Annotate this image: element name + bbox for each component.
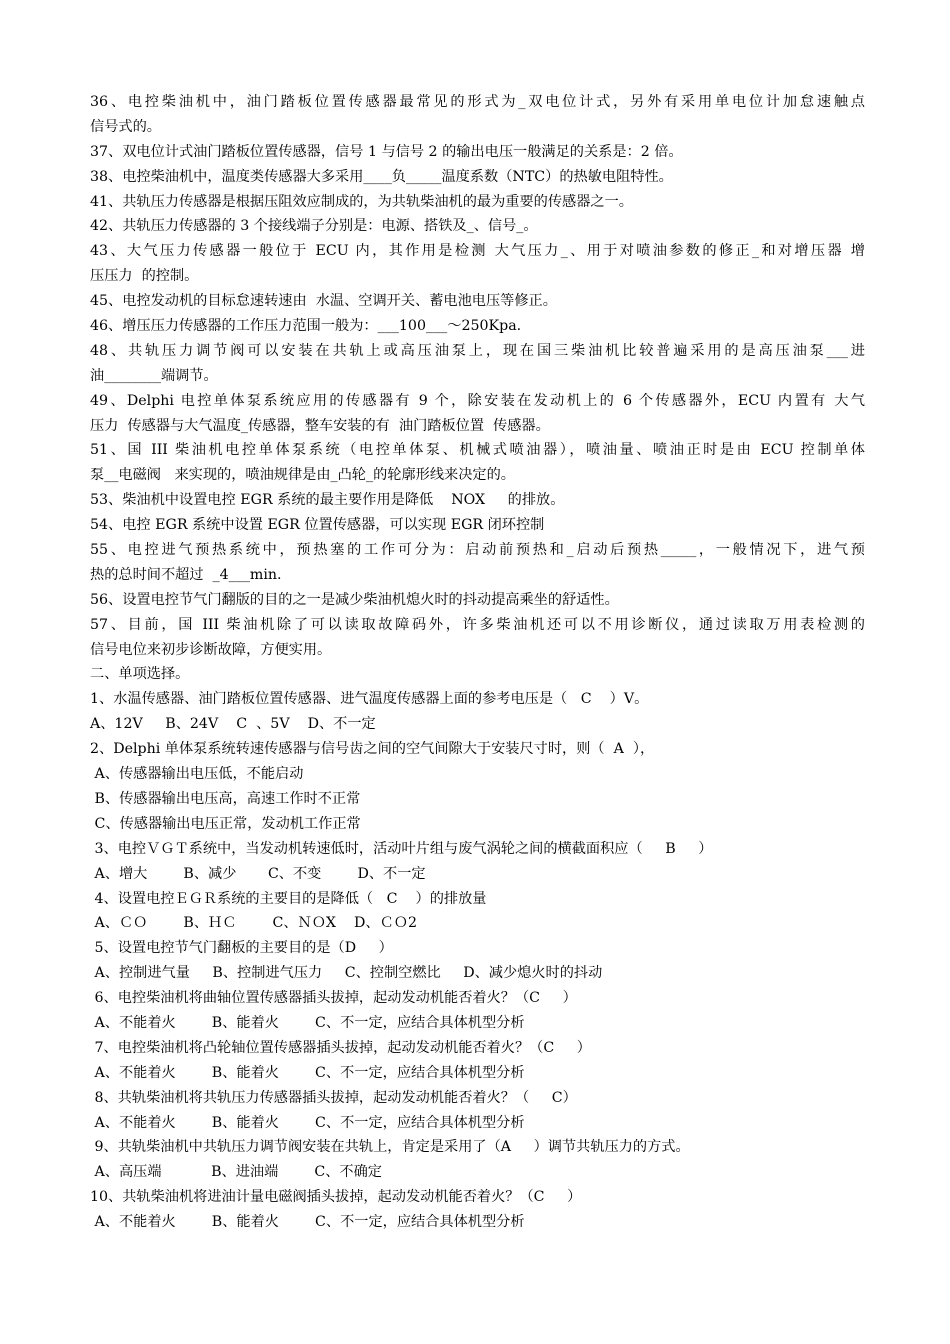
text-line: 6、电控柴油机将曲轴位置传感器插头拔掉，起动发动机能否着火？（C ） — [90, 990, 577, 1007]
text-line: A、不能着火 B、能着火 C、不一定，应结合具体机型分析 — [90, 1064, 525, 1081]
text-line: 7、电控柴油机将凸轮轴位置传感器插头拔掉，起动发动机能否着火？（C ） — [90, 1039, 591, 1056]
text-line: A、传感器输出电压低，不能启动 — [90, 766, 304, 783]
text-line: C、传感器输出电压正常，发动机工作正常 — [90, 815, 361, 832]
text-line: 48、共轨压力调节阀可以安装在共轨上或高压油泵上，现在国三柴油机比较普遍采用的是高压油泵___进 — [90, 342, 865, 359]
text-line: 56、设置电控节气门翻版的目的之一是减少柴油机熄火时的抖动提高乘坐的舒适性。 — [90, 591, 619, 608]
text-line: 信号电位来初步诊断故障，方便实用。 — [90, 641, 332, 658]
text-line: 45、电控发动机的目标怠速转速由 水温、空调开关、蓄电池电压等修正。 — [90, 293, 557, 310]
text-line: 二、单项选择。 — [90, 666, 190, 683]
text-line: 5、设置电控节气门翻板的主要目的是（D ） — [90, 940, 393, 957]
text-line: 41、共轨压力传感器是根据压阻效应制成的，为共轨柴油机的最为重要的传感器之一。 — [90, 193, 633, 210]
text-line: 2、Delphi 单体泵系统转速传感器与信号齿之间的空气间隙大于安装尺寸时，则（ A ）， — [90, 741, 655, 758]
text-line: 压压力 的控制。 — [90, 268, 199, 285]
text-line: 泵__电磁阀 来实现的，喷油规律是由_凸轮_的轮廓形线来决定的。 — [90, 467, 515, 484]
text-line: 8、共轨柴油机将共轨压力传感器插头拔掉，起动发动机能否着火？（ C） — [90, 1089, 577, 1106]
text-line: 信号式的。 — [90, 118, 161, 135]
text-line: 51、国 III 柴油机电控单体泵系统（电控单体泵、机械式喷油器），喷油量、喷油正时是由 ECU 控制单体 — [90, 442, 865, 459]
text-line: A、12V B、24V C 、5V D、不一定 — [90, 716, 376, 733]
text-line: A、不能着火 B、能着火 C、不一定，应结合具体机型分析 — [90, 1014, 525, 1031]
text-line: 37、双电位计式油门踏板位置传感器，信号 1 与信号 2 的输出电压一般满足的关系是：2 倍。 — [90, 143, 683, 160]
text-line: 10、共轨柴油机将进油计量电磁阀插头拔掉，起动发动机能否着火？（C ） — [90, 1189, 582, 1206]
text-line: 49、Delphi 电控单体泵系统应用的传感器有 9 个，除安装在发动机上的 6 个传感器外，ECU 内置有 大气 — [90, 392, 865, 409]
text-line: A、不能着火 B、能着火 C、不一定，应结合具体机型分析 — [90, 1214, 525, 1231]
text-line: 9、共轨柴油机中共轨压力调节阀安装在共轨上，肯定是采用了（A ）调节共轨压力的方式。 — [90, 1139, 690, 1156]
text-line: 38、电控柴油机中，温度类传感器大多采用____负_____温度系数（NTC）的热敏电阻特性。 — [90, 168, 673, 185]
text-line: 46、增压压力传感器的工作压力范围一般为：___100___～250Kpa. — [90, 318, 522, 335]
text-line: A、控制进气量 B、控制进气压力 C、控制空燃比 D、减少熄火时的抖动 — [90, 965, 603, 982]
text-line: 55、电控进气预热系统中，预热塞的工作可分为：启动前预热和_启动后预热_____，一般情况下，进气预 — [90, 542, 865, 559]
text-line: A、高压端 B、进油端 C、不确定 — [90, 1164, 382, 1181]
text-line: A、ＣＯ B、ＨＣ C、ＮＯX D、ＣＯ2 — [90, 915, 417, 932]
text-line: A、增大 B、减少 C、不变 D、不一定 — [90, 865, 426, 882]
text-line: 57、目前，国 III 柴油机除了可以读取故障码外，许多柴油机还可以不用诊断仪，通过读取万用表检测的 — [90, 616, 865, 633]
text-line: 42、共轨压力传感器的 3 个接线端子分别是：电源、搭铁及_、信号_。 — [90, 218, 538, 235]
text-line: 43、大气压力传感器一般位于 ECU 内，其作用是检测 大气压力_、用于对喷油参数的修正_和对增压器 增 — [90, 243, 865, 260]
text-line: 54、电控 EGR 系统中设置 EGR 位置传感器，可以实现 EGR 闭环控制 — [90, 517, 545, 534]
text-line: 热的总时间不超过 _4___min. — [90, 566, 282, 583]
text-line: 36、电控柴油机中，油门踏板位置传感器最常见的形式为_双电位计式，另外有采用单电位计加怠速触点 — [90, 94, 865, 110]
text-line: 压力 传感器与大气温度_传感器，整车安装的有 油门踏板位置 传感器。 — [90, 417, 550, 434]
text-line: 1、水温传感器、油门踏板位置传感器、进气温度传感器上面的参考电压是（ C ）V。 — [90, 691, 649, 708]
text-line: 53、柴油机中设置电控 EGR 系统的最主要作用是降低 NOX 的排放。 — [90, 492, 565, 509]
text-line: 4、设置电控ＥＧＲ系统的主要目的是降低（ C ）的排放量 — [90, 890, 487, 907]
text-line: B、传感器输出电压高，高速工作时不正常 — [90, 790, 361, 807]
text-line: 3、电控ＶＧＴ系统中，当发动机转速低时，活动叶片组与废气涡轮之间的横截面积应（ B ） — [90, 840, 713, 857]
text-line: A、不能着火 B、能着火 C、不一定，应结合具体机型分析 — [90, 1114, 525, 1131]
text-line: 油________端调节。 — [90, 367, 218, 384]
document-page — [90, 90, 865, 1235]
